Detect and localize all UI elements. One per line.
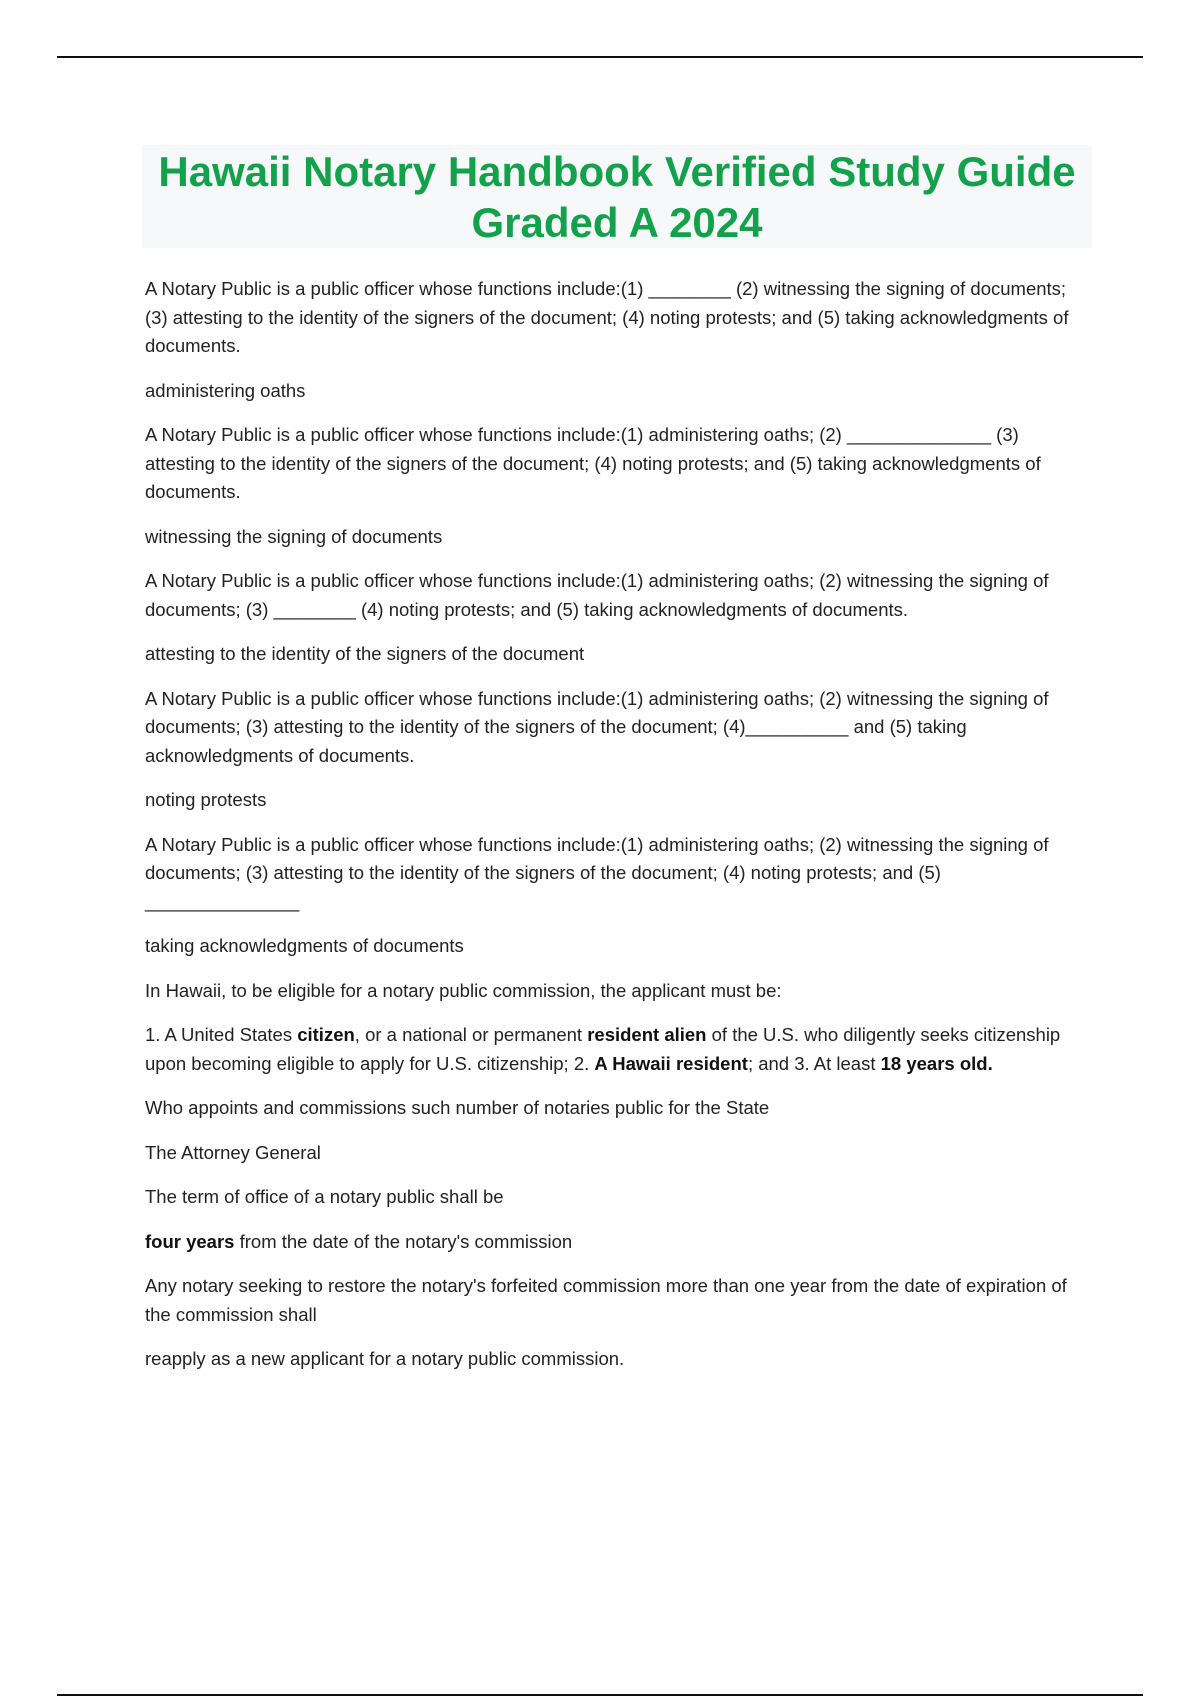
question: A Notary Public is a public officer whose functions include:(1) administering oaths; (2) witnessing the signing of documents; (3) attesting to the identity of the signers of the document; (4) noting protests; and (5) _______________ [145,833,1049,912]
bottom-rule [57,1694,1143,1696]
question: A Notary Public is a public officer whose functions include:(1) administering oaths; (2) ______________ (3) attesting to the identity of the signers of the document; (4) noting protests; and (5) taking acknowledgments of documents. [145,424,1041,502]
answer: reapply as a new applicant for a notary public commission. [145,1348,625,1369]
answer: administering oaths [145,379,306,401]
answer-bold: four years [145,1230,235,1252]
answer-text: 1. A United States [145,1024,298,1045]
answer: noting protests [145,789,267,810]
question: A Notary Public is a public officer whose functions include:(1) administering oaths; (2) witnessing the signing of documents; (3) ________ (4) noting protests; and (5) taking acknowledgments of documents. [145,570,1049,620]
question: A Notary Public is a public officer whose functions include:(1) administering oaths; (2) witnessing the signing of documents; (3) attesting to the identity of the signers of the document; (4)__________ and (5) taking acknowledgments of documents. [145,687,1049,766]
answer-text: from the date of the notary's commission [234,1230,573,1252]
answer-bold: A Hawaii resident [594,1052,748,1074]
question: A Notary Public is a public officer whose functions include:(1) ________ (2) witnessing the signing of documents; (3) attesting to the identity of the signers of the document; (4) noting protests; and (5) taking acknowledgments of documents. [145,278,1069,356]
answer-text: of the U.S. who diligently seeks citizenship upon becoming eligible to apply for U.S. citizenship; 2. [145,1024,1061,1074]
answer [145,1021,1090,1078]
answer: witnessing the signing of documents [145,525,443,547]
answer-bold: citizen [297,1024,355,1045]
document-body [145,275,1090,1390]
question: In Hawaii, to be eligible for a notary public commission, the applicant must be: [145,979,782,1001]
answer: taking acknowledgments of documents [145,935,464,956]
question: Any notary seeking to restore the notary's forfeited commission more than one year from the date of expiration of the commission shall [145,1275,1067,1325]
top-rule [57,56,1143,58]
answer: The Attorney General [145,1141,321,1163]
question: The term of office of a notary public shall be [145,1186,504,1207]
title-banner [142,145,1092,248]
answer-text: ; and 3. At least [747,1052,881,1074]
answer-bold: resident alien [587,1024,707,1045]
document-title: Hawaii Notary Handbook Verified Study Guide Graded A 2024 [158,147,1076,246]
answer [145,1228,1090,1257]
answer-text: , or a national or permanent [354,1024,588,1045]
answer: attesting to the identity of the signers of the document [145,643,585,664]
answer-bold: 18 years old. [880,1052,993,1074]
question: Who appoints and commissions such number of notaries public for the State [145,1097,770,1118]
